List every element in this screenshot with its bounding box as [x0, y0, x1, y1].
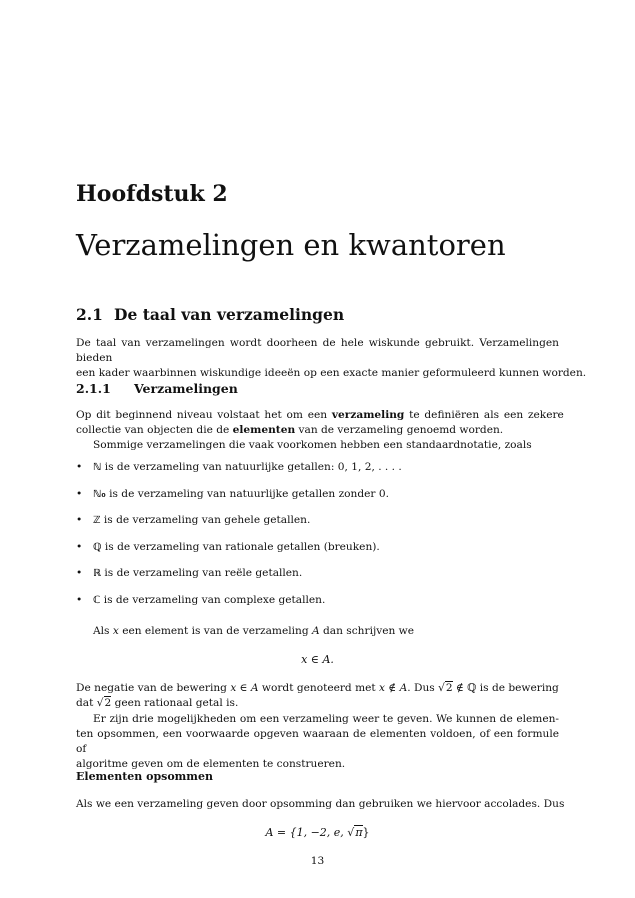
set-symbol: ℕ	[93, 462, 102, 473]
list-item	[76, 593, 559, 620]
element-paragraph	[76, 624, 559, 639]
set-symbol: ℕ₀	[93, 488, 106, 500]
definition-line-2	[76, 423, 559, 438]
section-heading	[76, 305, 344, 324]
text-span: dan schrijven we	[319, 625, 415, 637]
intro-line-2: een kader waarbinnen wiskundige ideeën op een exacte manier geformuleerd kunnen worden.	[76, 367, 587, 379]
section-number: 2.1	[76, 305, 103, 324]
negation-line-1	[76, 681, 559, 696]
math-expr: x ∉ A	[379, 682, 408, 694]
set-symbol: ℤ	[93, 515, 101, 527]
text-span: Als	[93, 625, 113, 637]
subsection-number: 2.1.1	[76, 381, 111, 396]
list-item	[76, 566, 559, 593]
sqrt-sign: √	[96, 697, 104, 709]
sqrt-sign: √	[438, 682, 445, 694]
bullet-icon: •	[76, 540, 83, 553]
text-span: van de verzameling genoemd worden.	[295, 424, 504, 436]
set-example-formula	[0, 826, 635, 839]
bullet-icon: •	[76, 593, 83, 606]
list-item	[76, 540, 559, 567]
formula-rhs: }	[362, 826, 370, 839]
text-span: De negatie van de bewering	[76, 682, 231, 694]
math-var: x	[112, 625, 119, 637]
page-number: 13	[310, 855, 325, 867]
list-item-text: is de verzameling van complexe getallen.	[100, 593, 326, 606]
text-span: wordt genoteerd met	[258, 682, 380, 694]
representation-paragraph	[76, 712, 559, 772]
list-item-text: is de verzameling van gehele getallen.	[100, 514, 311, 527]
formula-lhs: A = {1, −2, e,	[265, 826, 348, 839]
standard-notation-line: Sommige verzamelingen die vaak voorkomen hebben een standaardnotatie, zoals	[93, 439, 532, 451]
section-intro	[76, 336, 587, 381]
subsection-title: Verzamelingen	[134, 381, 238, 396]
list-item-text: is de verzameling van natuurlijke getallen: 0, 1, 2, . . . .	[101, 461, 402, 473]
membership-formula: x ∈ A.	[301, 653, 334, 666]
definition-line-1	[76, 408, 564, 423]
text-span: dat	[76, 697, 97, 709]
paragraph-heading: Elementen opsommen	[76, 770, 213, 783]
negation-line-2	[76, 696, 559, 711]
text-span: Op dit beginnend niveau volstaat het om een	[76, 409, 332, 421]
negation-paragraph	[76, 681, 559, 711]
sqrt-argument: π	[355, 826, 363, 839]
chapter-label: Hoofdstuk 2	[76, 181, 228, 207]
set-symbol: ℚ	[93, 541, 102, 553]
enumeration-paragraph: Als we een verzameling geven door opsomming dan gebruiken we hiervoor accolades. Dus	[76, 798, 565, 810]
list-item-text: is de verzameling van natuurlijke getallen zonder 0.	[105, 487, 389, 500]
text-span: een element is van de verzameling	[118, 625, 312, 637]
math-expr: x ∈ A	[230, 682, 259, 694]
sqrt-sign: √	[347, 826, 355, 839]
intro-line-1: De taal van verzamelingen wordt doorheen de hele wiskunde gebruikt. Verzamelingen bieden	[76, 337, 559, 364]
math-var: A	[312, 625, 320, 637]
term-elementen: elementen	[232, 424, 296, 436]
representation-line-3: algoritme geven om de elementen te construeren.	[76, 758, 346, 770]
text-span: . Dus	[407, 682, 439, 694]
text-span: collectie van objecten die de	[76, 424, 233, 436]
set-symbol: ℝ	[93, 568, 102, 580]
definition-paragraph	[76, 408, 564, 453]
standard-sets-list	[76, 460, 559, 620]
text-span: te definiëren als een zekere	[404, 409, 564, 421]
bullet-icon: •	[76, 567, 83, 580]
text-span: geen rationaal getal is.	[111, 697, 239, 709]
term-verzameling: verzameling	[331, 409, 405, 421]
chapter-title: Verzamelingen en kwantoren	[76, 228, 506, 262]
subsection-heading	[76, 381, 238, 396]
bullet-icon: •	[76, 514, 83, 527]
set-symbol: ℂ	[93, 594, 101, 606]
list-item-text: is de verzameling van rationale getallen (breuken).	[101, 540, 380, 553]
bullet-icon: •	[76, 461, 83, 473]
text-span: ∉ ℚ is de bewering	[452, 682, 559, 694]
representation-line-1: Er zijn drie mogelijkheden om een verzameling weer te geven. We kunnen de elemen-	[93, 713, 559, 725]
element-line	[76, 624, 559, 639]
representation-line-2: ten opsommen, een voorwaarde opgeven waaraan de elementen voldoen, of een formule of	[76, 728, 559, 755]
sqrt-argument: 2	[445, 682, 453, 694]
list-item	[76, 487, 559, 514]
list-item	[76, 513, 559, 540]
bullet-icon: •	[76, 487, 83, 500]
list-item-text: is de verzameling van reële getallen.	[101, 567, 303, 580]
list-item	[76, 460, 559, 487]
sqrt-argument: 2	[104, 697, 112, 709]
section-title: De taal van verzamelingen	[114, 305, 345, 324]
